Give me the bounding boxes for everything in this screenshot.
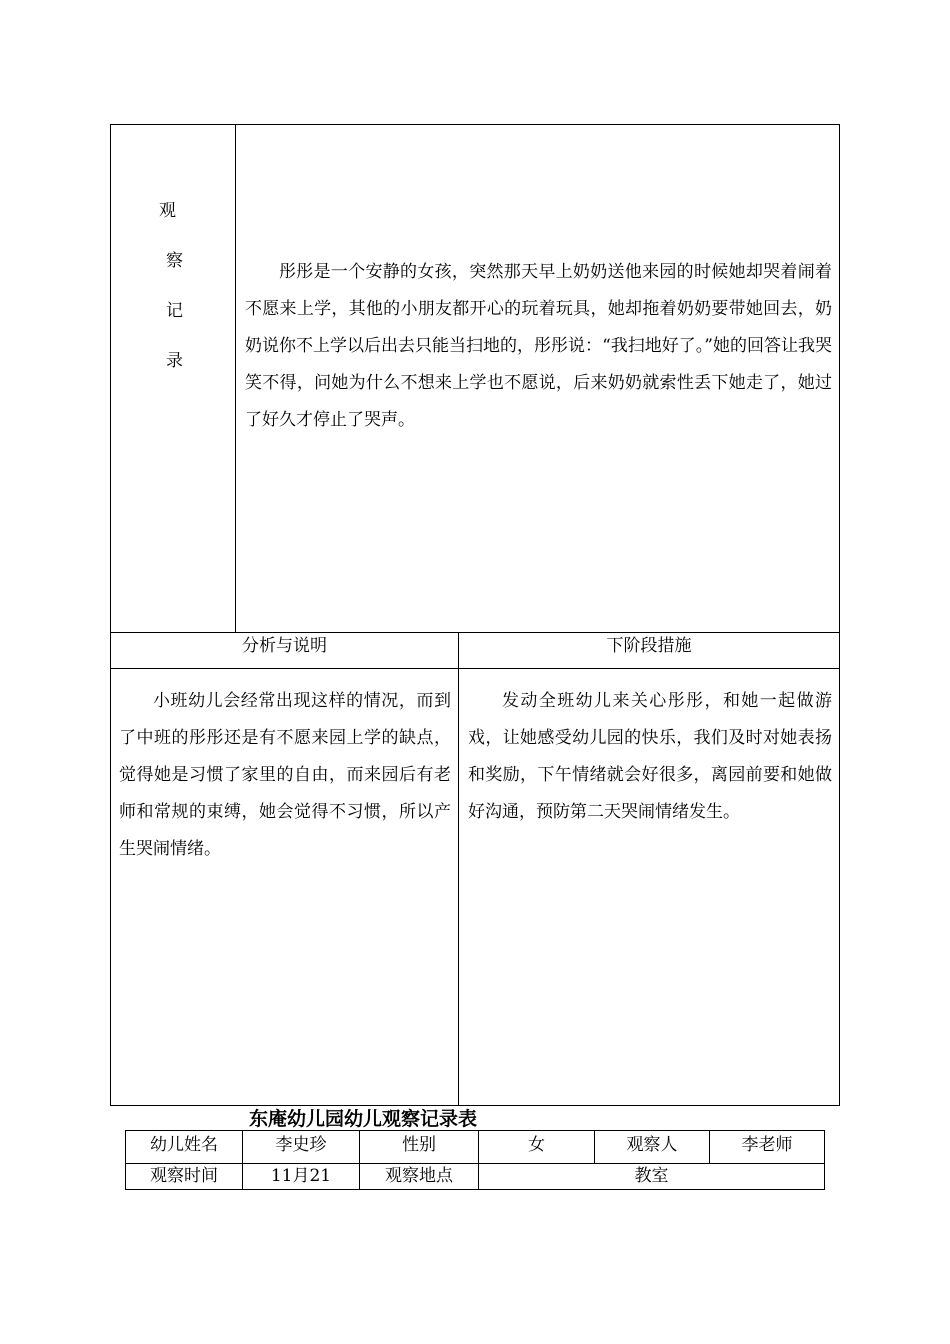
gender-label: 性别 <box>402 1135 436 1155</box>
record-label-char-2: 察 <box>166 251 183 271</box>
observation-time-label: 观察时间 <box>150 1166 218 1186</box>
record-label-char-4: 录 <box>166 351 183 371</box>
measures-header: 下阶段措施 <box>606 636 692 656</box>
child-name-value: 李史珍 <box>275 1135 327 1155</box>
gender-value: 女 <box>528 1135 545 1155</box>
child-name-label: 幼儿姓名 <box>150 1135 218 1155</box>
analysis-text-cell <box>119 683 451 868</box>
record-label-char-1: 观 <box>159 201 176 221</box>
measures-paragraph: 发动全班幼儿来关心彤彤，和她一起做游戏，让她感受幼儿园的快乐，我们及时对她表扬和奖励，下午情绪就会好很多，离园前要和她做好沟通，预防第二天哭闹情绪发生。 <box>468 691 832 822</box>
observation-paragraph: 彤彤是一个安静的女孩，突然那天早上奶奶送他来园的时候她却哭着闹着不愿来上学，其他的小朋友都开心的玩着玩具，她却拖着奶奶要带她回去，奶奶说你不上学以后出去只能当扫地的，彤彤说：“我扫地好了。”她的回答让我哭笑不得，问她为什么不想来上学也不愿说，后来奶奶就索性丢下她走了，她过了好久才停止了哭声。 <box>245 262 832 430</box>
observation-time-value: 11月21 <box>270 1166 332 1186</box>
observation-record-text <box>245 254 832 439</box>
analysis-header: 分析与说明 <box>242 636 327 656</box>
observer-label: 观察人 <box>626 1135 678 1155</box>
form-title: 东庵幼儿园幼儿观察记录表 <box>249 1108 478 1130</box>
analysis-paragraph: 小班幼儿会经常出现这样的情况，而到了中班的彤彤还是有不愿来园上学的缺点，觉得她是习惯了家里的自由，而来园后有老师和常规的束缚，她会觉得不习惯，所以产生哭闹情绪。 <box>119 691 451 859</box>
measures-text-cell <box>468 683 832 831</box>
observer-value: 李老师 <box>741 1135 793 1155</box>
observation-place-value: 教室 <box>634 1166 669 1186</box>
observation-place-label: 观察地点 <box>385 1166 453 1186</box>
record-label-char-3: 记 <box>166 301 183 321</box>
